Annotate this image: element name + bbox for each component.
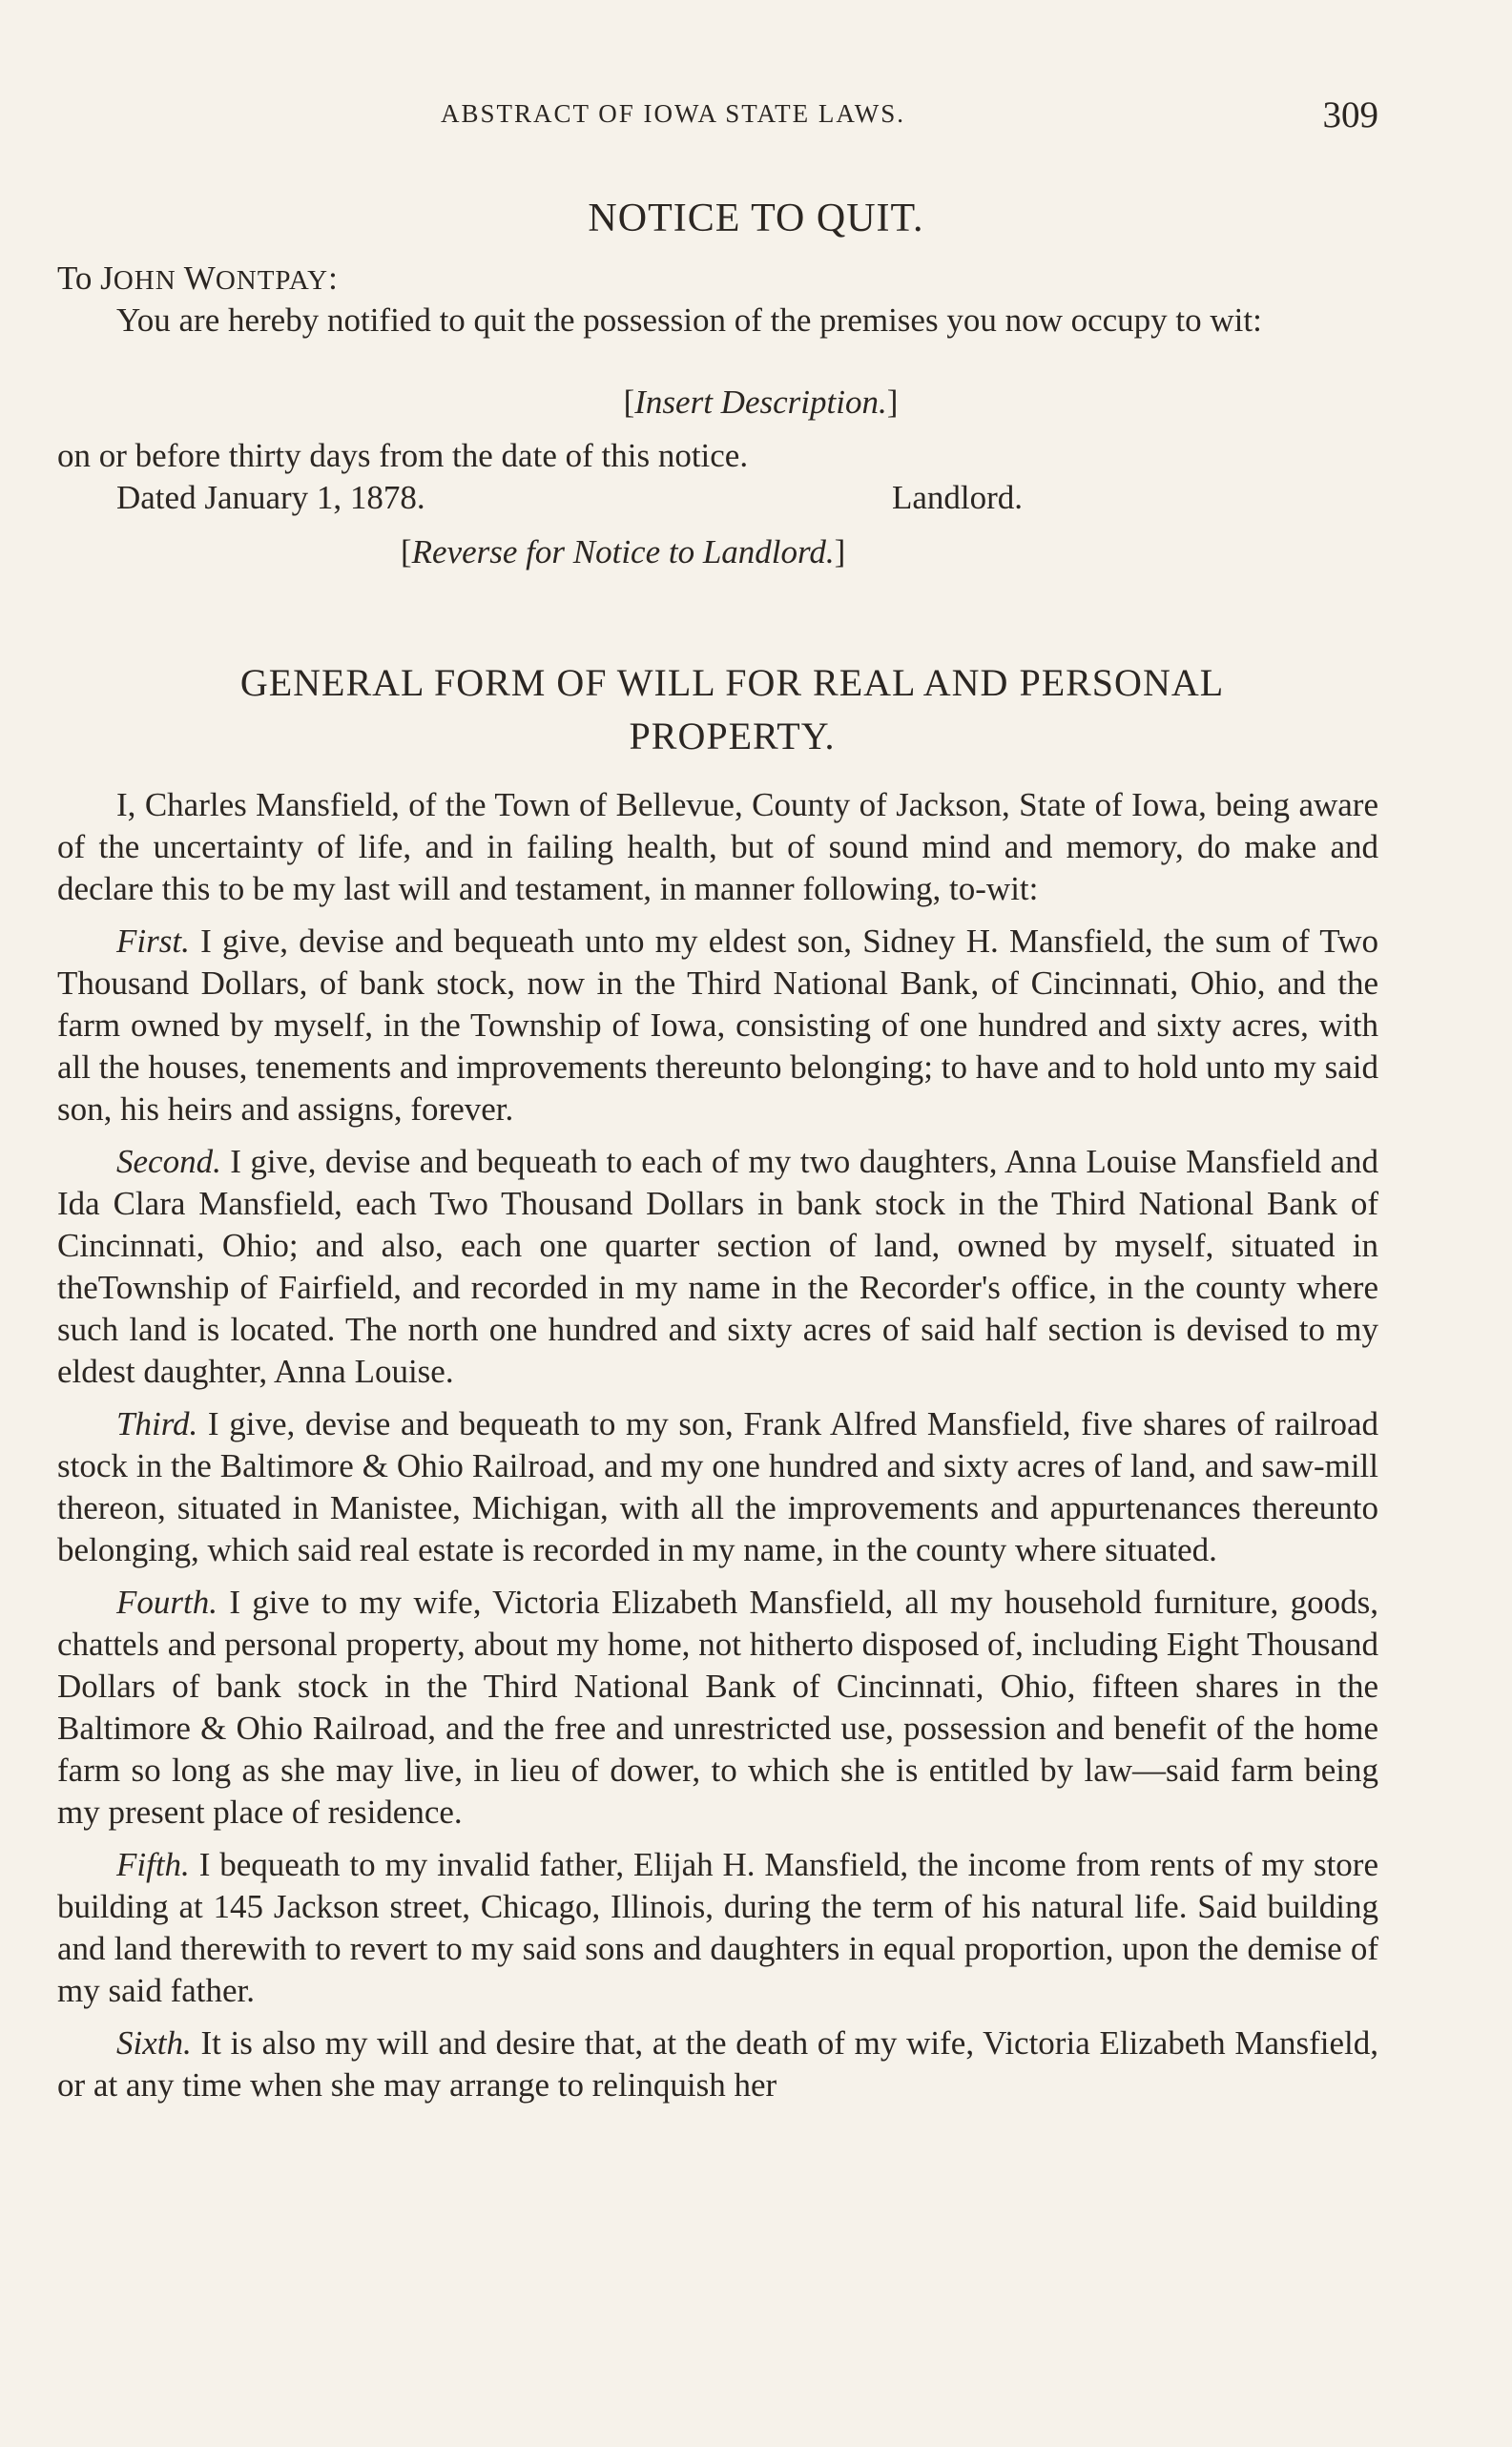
notice-body: You are hereby notified to quit the possession of the premises you now occupy to wit: [116, 301, 1262, 339]
will-body [57, 784, 1378, 2117]
addressee-colon: : [328, 259, 338, 297]
clause-text: I give, devise and bequeath to my son, Frank Alfred Mansfield, five shares of railroad stock in the Baltimore & Ohio Railroad, and my one hundred and sixty acres of land, and saw-mill thereon, situated in Manistee, Michigan, with all the improvements and appurtenances thereunto belonging, which said real estate is recorded in my name, in the county where situated. [57, 1405, 1378, 1568]
clause-ordinal: Third. [116, 1405, 198, 1442]
notice-signature: Landlord. [892, 479, 1024, 516]
will-title-line-2: PROPERTY. [629, 715, 836, 757]
reverse-note-text: Reverse for Notice to Landlord. [411, 533, 835, 570]
insert-description-text: Insert Description. [634, 384, 887, 421]
will-clause-second [57, 1141, 1378, 1393]
clause-text: I give to my wife, Victoria Elizabeth Mansfield, all my household furniture, goods, chattels and personal property, about my home, not hitherto disposed of, including Eight Thousand Dollars of bank stock in the Third National Bank of Cincinnati, Ohio, fifteen shares in the Baltimore & Ohio Railroad, and the free and unrestricted use, possession and benefit of the home farm so long as she may live, in lieu of dower, to which she is entitled by law—said farm being my present place of residence. [57, 1584, 1378, 1831]
clause-text: I give, devise and bequeath to each of my two daughters, Anna Louise Mansfield and Ida Clara Mansfield, each Two Thousand Dollars in bank stock in the Third National Bank of Cincinnati, Ohio; and also, each one quarter section of land, owned by myself, situated in theTownship of Fairfield, and recorded in my name in the Recorder's office, in the county where such land is located. The north one hundred and sixty acres of said half section is devised to my eldest daughter, Anna Louise. [57, 1143, 1378, 1390]
will-clause-fourth [57, 1582, 1378, 1834]
notice-title: NOTICE TO QUIT. [588, 197, 924, 240]
clause-ordinal: Sixth. [116, 2024, 192, 2062]
will-clause-sixth [57, 2022, 1378, 2106]
will-clause-third [57, 1403, 1378, 1571]
notice-addressee [57, 258, 1378, 301]
notice-date: Dated January 1, 1878. [116, 479, 425, 516]
will-clause-first [57, 921, 1378, 1130]
addressee-prefix: To J [57, 259, 114, 297]
running-title: ABSTRACT OF IOWA STATE LAWS. [441, 99, 905, 128]
will-intro: I, Charles Mansfield, of the Town of Bellevue, County of Jackson, State of Iowa, being aware of the uncertainty of life, and in failing health, but of sound mind and memory, do make and declare this to be my last will and testament, in manner following, to-wit: [57, 786, 1378, 907]
running-head [57, 93, 1378, 141]
insert-description: [Insert Description.] [623, 384, 899, 421]
addressee-last-name: ONTPAY [215, 265, 329, 296]
addressee-first-name: OHN [113, 265, 176, 296]
clause-text: I bequeath to my invalid father, Elijah H. Mansfield, the income from rents of my store building at 145 Jackson street, Chicago, Illinois, during the term of his natural life. Said building and land therewith to revert to my said sons and daughters in equal proportion, upon the demise of my said father. [57, 1846, 1378, 2009]
will-title [57, 656, 1378, 763]
addressee-initial: W [176, 259, 216, 297]
page-number: 309 [1322, 94, 1378, 135]
will-title-line-1: GENERAL FORM OF WILL FOR REAL AND PERSONAL [239, 661, 1225, 704]
will-clause-fifth [57, 1844, 1378, 2012]
clause-text: I give, devise and bequeath unto my eldest son, Sidney H. Mansfield, the sum of Two Thousand Dollars, of bank stock, now in the Third National Bank, of Cincinnati, Ohio, and the farm owned by myself, in the Township of Iowa, consisting of one hundred and sixty acres, with all the houses, tenements and improvements thereunto belonging; to have and to hold unto my said son, his heirs and assigns, forever. [57, 923, 1378, 1128]
clause-ordinal: Fifth. [116, 1846, 190, 1883]
clause-ordinal: Second. [116, 1143, 221, 1180]
reverse-note: [Reverse for Notice to Landlord.] [401, 533, 846, 570]
clause-text: It is also my will and desire that, at the death of my wife, Victoria Elizabeth Mansfield, or at any time when she may arrange to relinquish her [57, 2024, 1378, 2104]
notice-deadline: on or before thirty days from the date of this notice. [57, 437, 749, 474]
clause-ordinal: First. [116, 923, 190, 960]
clause-ordinal: Fourth. [116, 1584, 217, 1621]
